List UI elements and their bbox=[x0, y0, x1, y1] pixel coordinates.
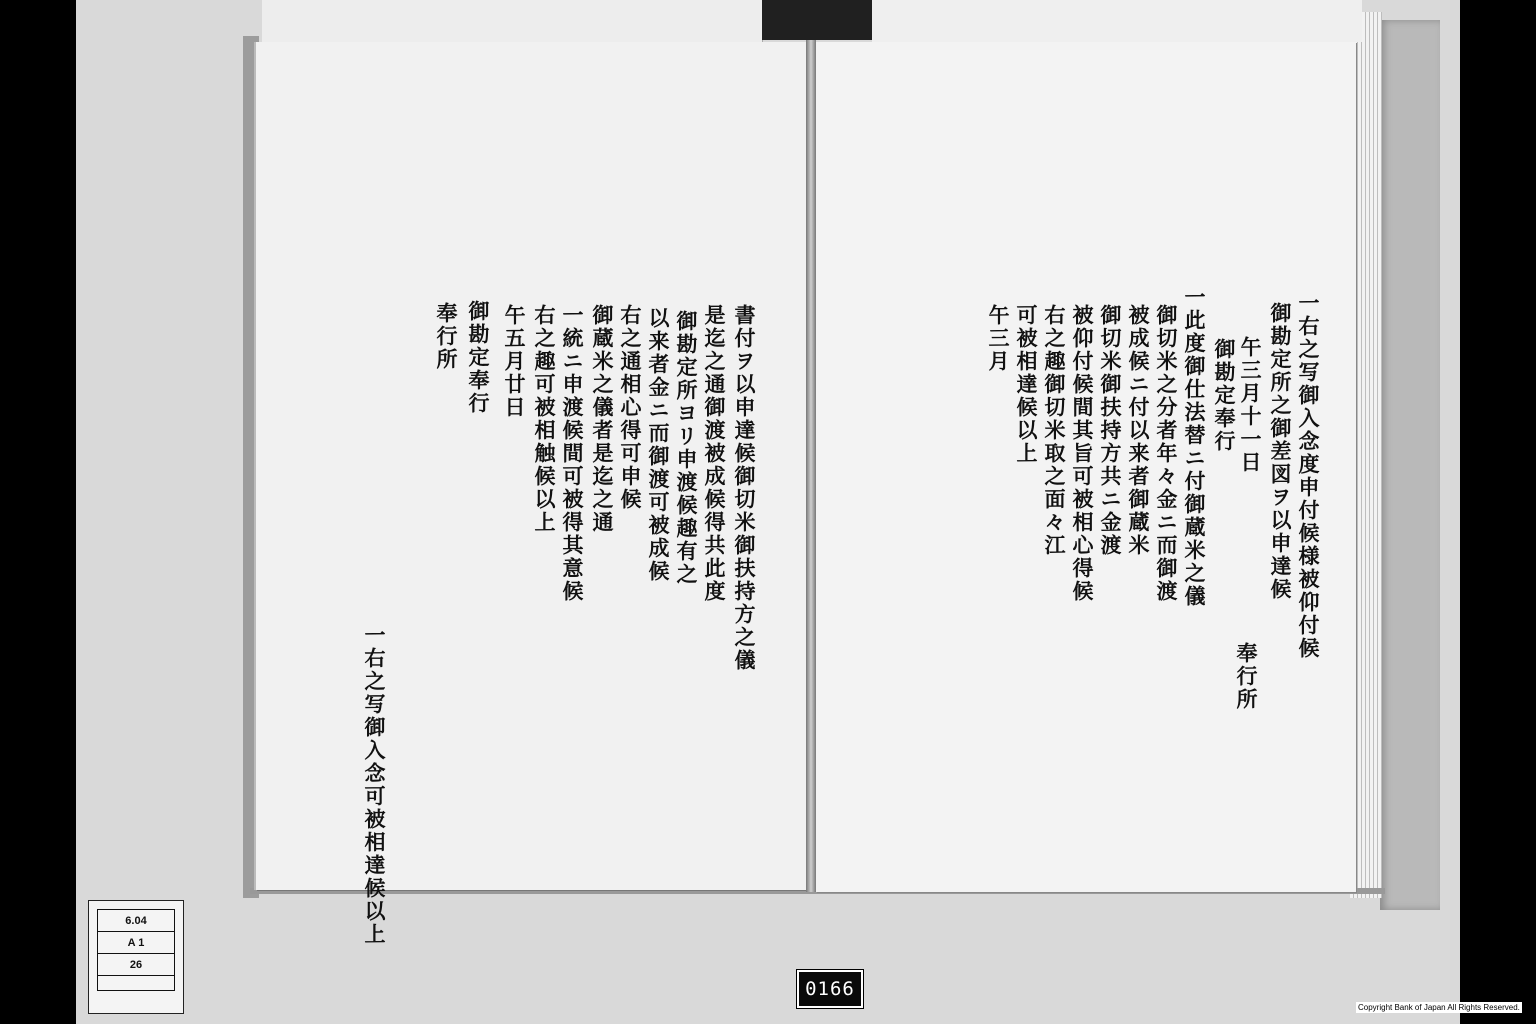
left-col-4: 以来者金ニ而御渡可被成候 bbox=[646, 306, 671, 584]
label-row-blank bbox=[98, 976, 174, 990]
label-row-3: 26 bbox=[98, 954, 174, 976]
left-col-8: 右之趣可被相触候以上 bbox=[532, 303, 557, 535]
left-col-5: 右之通相心得可申候 bbox=[618, 303, 643, 512]
right-col-1: 一右之写御入念度申付候様被仰付候 bbox=[1296, 291, 1321, 661]
right-col-3: 午三月十一日 bbox=[1238, 335, 1263, 475]
left-black-border bbox=[0, 0, 76, 1024]
right-col-4: 御勘定奉行 bbox=[1212, 337, 1237, 454]
right-page bbox=[816, 42, 1356, 892]
left-col-12: 一右之写御入念可被相達候以上 bbox=[362, 623, 387, 947]
right-col-12: 午三月 bbox=[986, 303, 1011, 374]
right-col-9: 被仰付候間其旨可被相心得候 bbox=[1070, 303, 1095, 604]
frame-number: 0166 bbox=[797, 970, 863, 1008]
left-page-top-strip bbox=[262, 0, 763, 42]
copyright-notice: Copyright Bank of Japan All Rights Reserved. bbox=[1358, 1003, 1520, 1012]
right-col-5: 一此度御仕法替ニ付御蔵米之儀 bbox=[1182, 285, 1207, 609]
label-row-2: A 1 bbox=[98, 932, 174, 954]
right-col-10: 右之趣御切米取之面々江 bbox=[1042, 303, 1067, 558]
right-col-2: 御勘定所之御差図ヲ以申達候 bbox=[1268, 301, 1293, 602]
left-col-3: 御勘定所ヨリ申渡候趣有之 bbox=[674, 309, 699, 587]
gutter-top-shadow bbox=[762, 0, 872, 40]
right-col-13: 奉行所 bbox=[1234, 641, 1259, 712]
left-col-11: 奉行所 bbox=[434, 301, 459, 372]
left-page bbox=[256, 42, 806, 947]
left-col-9: 午五月廿日 bbox=[502, 303, 527, 420]
left-col-7: 一統ニ申渡候間可被得其意候 bbox=[560, 303, 585, 604]
archive-label-card bbox=[88, 900, 184, 1014]
left-col-10: 御勘定奉行 bbox=[466, 299, 491, 416]
right-page-top-strip bbox=[872, 0, 1362, 42]
left-col-1: 書付ヲ以申達候御切米御扶持方之儀 bbox=[732, 303, 757, 673]
right-col-7: 被成候ニ付以来者御蔵米 bbox=[1126, 303, 1151, 558]
label-row-1: 6.04 bbox=[98, 910, 174, 932]
left-col-6: 御蔵米之儀者是迄之通 bbox=[590, 303, 615, 535]
right-col-11: 可被相達候以上 bbox=[1014, 303, 1039, 466]
right-black-border bbox=[1460, 0, 1536, 1024]
right-col-6: 御切米之分者年々金ニ而御渡 bbox=[1154, 303, 1179, 604]
right-col-8: 御切米御扶持方共ニ金渡 bbox=[1098, 303, 1123, 558]
left-col-2: 是迄之通御渡被成候得共此度 bbox=[702, 303, 727, 604]
label-grid bbox=[97, 909, 175, 991]
book-cover-right bbox=[1380, 20, 1440, 910]
book-gutter bbox=[806, 40, 816, 892]
